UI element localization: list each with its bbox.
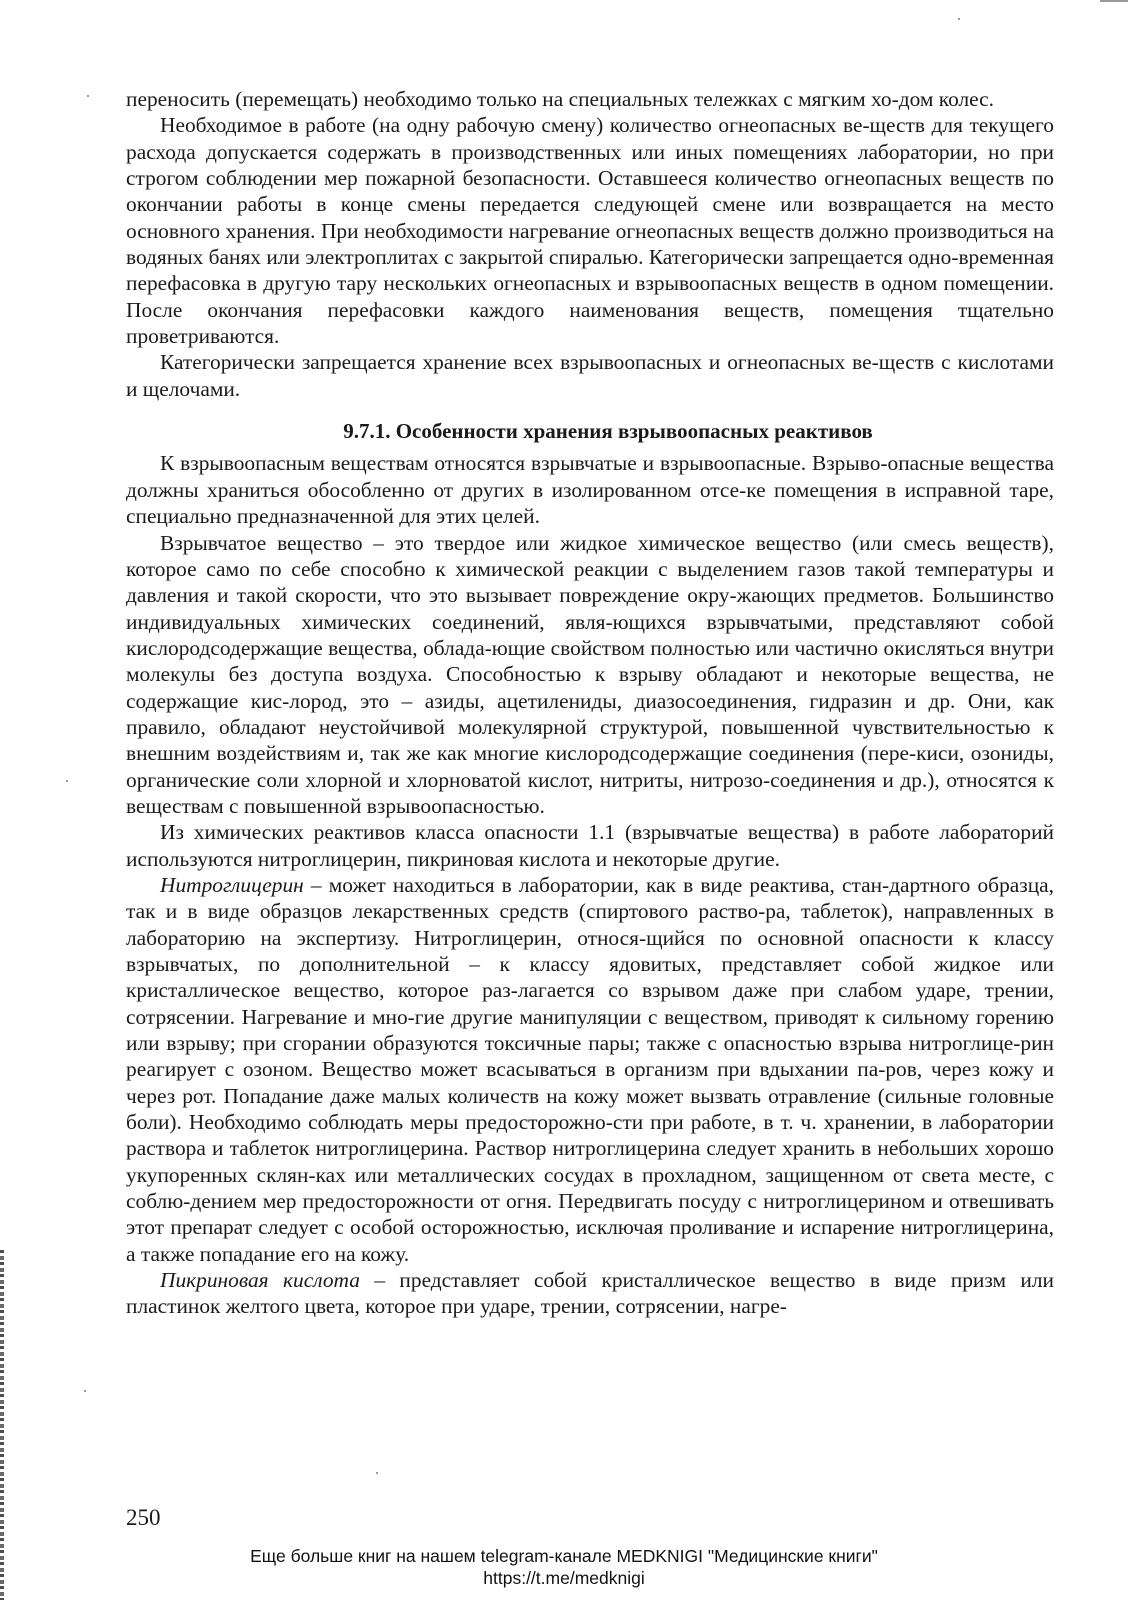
body-text bbox=[126, 86, 1054, 1320]
term-nitroglycerin: Нитроглицерин bbox=[160, 872, 304, 897]
paragraph-picric-acid bbox=[126, 1267, 1054, 1320]
scan-speck bbox=[958, 18, 960, 20]
paragraph: Из химических реактивов класса опасности 1.1 (взрывчатые вещества) в работе лабораторий используются нитроглицерин, пикриновая кислота и некоторые другие. bbox=[126, 820, 1054, 871]
paragraph-nitroglycerin bbox=[126, 872, 1054, 1267]
scan-speck bbox=[376, 1472, 378, 1474]
page-number: 250 bbox=[126, 1505, 161, 1530]
footer-watermark bbox=[0, 1545, 1128, 1589]
paragraph: Категорически запрещается хранение всех взрывоопасных и огнеопасных ве-ществ с кислотами и щелочами. bbox=[126, 350, 1054, 401]
footer-line: Еще больше книг на нашем telegram-канале MEDKNIGI "Медицинские книги" bbox=[250, 1546, 878, 1566]
scan-artifact-top bbox=[1100, 0, 1128, 2]
footer-link[interactable]: https://t.me/medknigi bbox=[483, 1568, 645, 1588]
paragraph: К взрывоопасным веществам относятся взрывчатые и взрывоопасные. Взрыво-опасные вещества должны храниться обособленно от других в изолированном отсе-ке помещения в исправной таре, специально предназначенной для этих целей. bbox=[126, 451, 1054, 529]
paragraph: Необходимое в работе (на одну рабочую смену) количество огнеопасных ве-ществ для текущего расхода допускается содержать в производственных или иных помещениях лаборатории, но при строгом соблюдении мер пожарной безопасности. Оставшееся количество огнеопасных веществ по окончании работы в конце смены передается следующей смене или возвращается на место основного хранения. При необходимости нагревание огнеопасных веществ должно производиться на водяных банях или электроплитах с закрытой спиралью. Категорически запрещается одно-временная перефасовка в другую тару нескольких огнеопасных и взрывоопасных веществ в одном помещении. После окончания перефасовки каждого наименования веществ, помещения тщательно проветриваются. bbox=[126, 113, 1054, 349]
section-heading: 9.7.1. Особенности хранения взрывоопасных реактивов bbox=[343, 419, 873, 444]
nitroglycerin-text: – может находиться в лаборатории, как в виде реактива, стан-дартного образца, так и в виде образцов лекарственных средств (спиртового раство-ра, таблеток), направленных в лабораторию на экспертизу. Нитроглицерин, относя-щийся по основной опасности к классу взрывчатых, по дополнительной – к классу ядовитых, представляет собой жидкое или кристаллическое вещество, которое раз-лагается со взрывом даже при слабом ударе, трении, сотрясении. Нагревание и мно-гие другие манипуляции с веществом, приводят к сильному горению или взрыву; при сгорании образуются токсичные пары; также с опасностью взрыва нитроглице-рин реагирует с озоном. Вещество может всасываться в организм при вдыхании па-ров, через кожу и через рот. Попадание даже малых количеств на кожу может вызвать отравление (сильные головные боли). Необходимо соблюдать меры предосторожно-сти при работе, в т. ч. хранении, в лаборатории раствора и таблеток нитроглицерина. Раствор нитроглицерина следует хранить в небольших хорошо укупоренных склян-ках или металлических сосудах в прохладном, защищенном от света месте, с соблю-дением мер предосторожности от огня. Передвигать посуду с нитроглицерином и отвешивать этот препарат следует с особой осторожностью, исключая проливание и испарение нитроглицерина, а также попадание его на кожу. bbox=[126, 872, 1054, 1266]
scan-speck bbox=[66, 780, 68, 782]
paragraph: переносить (перемещать) необходимо только на специальных тележках с мягким хо-дом колес. bbox=[126, 87, 995, 111]
scan-speck bbox=[84, 1390, 86, 1392]
term-picric-acid: Пикриновая кислота bbox=[160, 1268, 360, 1293]
scan-speck bbox=[87, 95, 89, 97]
picric-acid-text: – представляет собой кристаллическое вещество в виде призм или пластинок желтого цвета, которое при ударе, трении, сотрясении, нагре- bbox=[126, 1268, 1054, 1319]
paragraph: Взрывчатое вещество – это твердое или жидкое химическое вещество (или смесь веществ), которое само по себе способно к химической реакции с выделением газов такой температуры и давления и такой скорости, что это вызывает повреждение окру-жающих предметов. Большинство индивидуальных химических соединений, явля-ющихся взрывчатыми, представляют собой кислородсодержащие вещества, облада-ющие свойством полностью или частично окисляться внутри молекулы без доступа воздуха. Способностью к взрыву обладают и некоторые вещества, не содержащие кис-лород, это – азиды, ацетилениды, диазосоединения, гидразин и др. Они, как правило, обладают неустойчивой молекулярной структурой, повышенной чувствительностью к внешним воздействиям и, так же как многие кислородсодержащие соединения (пере-киси, озониды, органические соли хлорной и хлорноватой кислот, нитриты, нитрозо-соединения и др.), относятся к веществам с повышенной взрывоопасностью. bbox=[126, 530, 1054, 818]
